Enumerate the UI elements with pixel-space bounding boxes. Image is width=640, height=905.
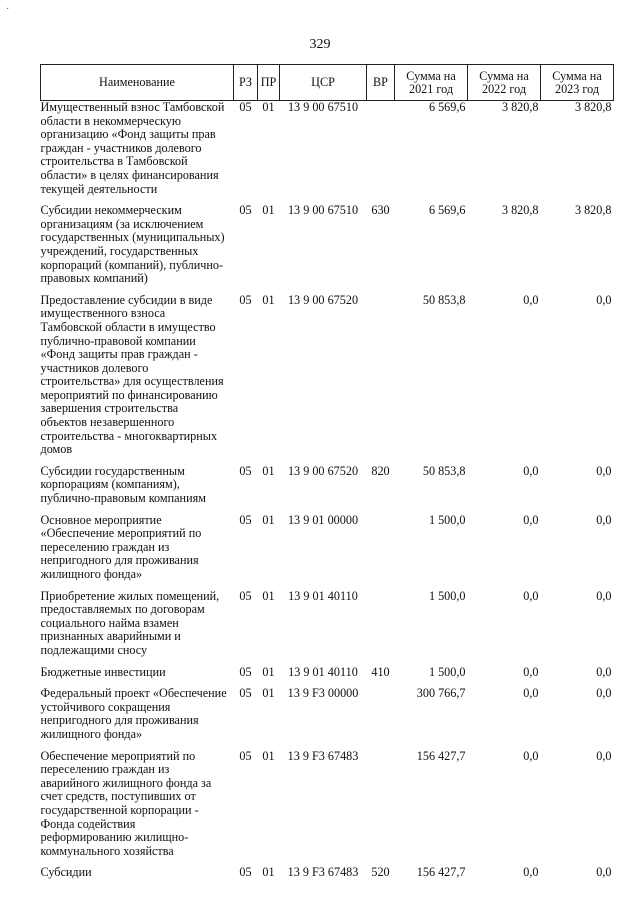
header-row xyxy=(41,65,614,101)
table-row xyxy=(41,465,614,514)
cell-csr: 13 9 01 00000 xyxy=(287,512,359,527)
cell-sum-2023: 0,0 xyxy=(596,748,612,763)
cell-name: Субсидии государственным корпорациям (компаниям), публично-правовым компаниям xyxy=(40,463,206,506)
table-row xyxy=(41,294,614,465)
cell-name: Обеспечение мероприятий по переселению граждан из аварийного жилищного фонда за счет средств, поступивших от государственной корпорации - Фонда содействия реформированию жилищно-коммунального хозяйства xyxy=(40,748,212,858)
cell-sum-2021: 50 853,8 xyxy=(422,292,466,307)
cell-csr: 13 9 00 67520 xyxy=(287,292,359,307)
cell-sum-2021: 1 500,0 xyxy=(428,588,466,603)
cell-vr: 410 xyxy=(371,664,390,679)
cell-rz: 05 xyxy=(239,865,252,880)
corner-mark: · xyxy=(6,4,10,15)
table-row xyxy=(41,590,614,666)
cell-pr: 01 xyxy=(262,512,275,527)
table-row xyxy=(41,750,614,867)
cell-pr: 01 xyxy=(262,588,275,603)
cell-sum-2022: 0,0 xyxy=(523,686,539,701)
header-rz: РЗ xyxy=(234,65,258,101)
cell-sum-2023: 0,0 xyxy=(596,588,612,603)
cell-sum-2023: 0,0 xyxy=(596,865,612,880)
page-number: 329 xyxy=(309,37,331,52)
cell-sum-2023: 0,0 xyxy=(596,664,612,679)
cell-vr: 820 xyxy=(371,463,390,478)
cell-rz: 05 xyxy=(239,100,252,114)
header-csr: ЦСР xyxy=(280,65,367,101)
cell-sum-2022: 0,0 xyxy=(523,512,539,527)
cell-rz: 05 xyxy=(239,292,252,307)
header-name: Наименование xyxy=(41,65,234,101)
cell-csr: 13 9 00 67520 xyxy=(287,463,359,478)
cell-sum-2023: 0,0 xyxy=(596,686,612,701)
cell-csr: 13 9 01 40110 xyxy=(288,664,358,679)
cell-name: Имущественный взнос Тамбовской области в некоммерческую организацию «Фонд защиты прав граждан - участников долевого строительства в Тамбовской области» в целях финансирования текущей деятельности xyxy=(40,100,225,196)
cell-sum-2022: 0,0 xyxy=(523,292,539,307)
cell-pr: 01 xyxy=(262,292,275,307)
cell-name: Предоставление субсидии в виде имущественного взноса Тамбовской области в имущество публично-правовой компании «Фонд защиты прав граждан - участников долевого строительства» для осуществления мероприятий по финансированию завершения строительства объектов незавершенного строительства - многоквартирных домов xyxy=(40,292,224,457)
cell-name: Основное мероприятие «Обеспечение мероприятий по переселению граждан из непригодного для проживания жилищного фонда» xyxy=(40,512,202,581)
cell-csr: 13 9 F3 67483 xyxy=(287,748,359,763)
cell-vr xyxy=(367,101,395,205)
cell-rz: 05 xyxy=(239,203,252,218)
cell-sum-2021: 156 427,7 xyxy=(416,748,466,763)
cell-sum-2023: 0,0 xyxy=(596,292,612,307)
cell-vr xyxy=(367,590,395,666)
table-body xyxy=(41,101,614,888)
table-row xyxy=(41,204,614,294)
cell-sum-2021: 300 766,7 xyxy=(416,686,466,701)
cell-rz: 05 xyxy=(239,686,252,701)
cell-vr xyxy=(367,687,395,749)
cell-name: Бюджетные инвестиции xyxy=(40,664,166,679)
cell-sum-2022: 0,0 xyxy=(523,463,539,478)
cell-sum-2021: 6 569,6 xyxy=(428,203,466,218)
cell-sum-2021: 50 853,8 xyxy=(422,463,466,478)
cell-name: Федеральный проект «Обеспечение устойчивого сокращения непригодного для проживания жилищного фонда» xyxy=(40,686,227,741)
cell-sum-2022: 0,0 xyxy=(523,664,539,679)
cell-sum-2022: 0,0 xyxy=(523,588,539,603)
table-row xyxy=(41,687,614,749)
header-vr: ВР xyxy=(367,65,395,101)
cell-pr: 01 xyxy=(262,686,275,701)
cell-name: Субсидии xyxy=(40,865,92,880)
table-row xyxy=(41,101,614,205)
cell-sum-2023: 0,0 xyxy=(596,512,612,527)
cell-sum-2023: 0,0 xyxy=(596,463,612,478)
cell-vr xyxy=(367,750,395,867)
cell-sum-2021: 1 500,0 xyxy=(428,512,466,527)
header-sum-2021: Сумма на 2021 год xyxy=(395,65,468,101)
cell-rz: 05 xyxy=(239,748,252,763)
cell-sum-2023: 3 820,8 xyxy=(574,203,612,218)
cell-csr: 13 9 01 40110 xyxy=(288,588,358,603)
cell-sum-2021: 1 500,0 xyxy=(428,664,466,679)
cell-sum-2021: 156 427,7 xyxy=(416,865,466,880)
table-row xyxy=(41,514,614,590)
cell-sum-2021: 6 569,6 xyxy=(428,100,466,114)
header-sum-2023: Сумма на 2023 год xyxy=(541,65,614,101)
cell-sum-2023: 3 820,8 xyxy=(574,100,612,114)
cell-name: Приобретение жилых помещений, предоставляемых по договорам социального найма взамен признанных аварийными и подлежащими сносу xyxy=(40,588,220,657)
table-row xyxy=(41,666,614,688)
cell-pr: 01 xyxy=(262,100,275,114)
cell-sum-2022: 0,0 xyxy=(523,748,539,763)
cell-rz: 05 xyxy=(239,463,252,478)
cell-vr: 630 xyxy=(371,203,390,218)
cell-rz: 05 xyxy=(239,512,252,527)
cell-sum-2022: 3 820,8 xyxy=(501,100,539,114)
cell-sum-2022: 3 820,8 xyxy=(501,203,539,218)
table-header xyxy=(41,65,614,101)
cell-rz: 05 xyxy=(239,664,252,679)
cell-csr: 13 9 F3 67483 xyxy=(287,865,359,880)
cell-csr: 13 9 F3 00000 xyxy=(287,686,359,701)
cell-pr: 01 xyxy=(262,203,275,218)
cell-pr: 01 xyxy=(262,865,275,880)
header-sum-2022: Сумма на 2022 год xyxy=(468,65,541,101)
cell-pr: 01 xyxy=(262,748,275,763)
cell-csr: 13 9 00 67510 xyxy=(287,100,359,114)
cell-pr: 01 xyxy=(262,664,275,679)
cell-pr: 01 xyxy=(262,463,275,478)
cell-vr: 520 xyxy=(371,865,390,880)
cell-rz: 05 xyxy=(239,588,252,603)
header-pr: ПР xyxy=(258,65,280,101)
cell-sum-2022: 0,0 xyxy=(523,865,539,880)
cell-name: Субсидии некоммерческим организациям (за исключением государственных (муниципальных) учреждений, государственных корпораций (компаний), публично-правовых компаний) xyxy=(40,203,225,286)
table-row xyxy=(41,866,614,888)
cell-vr xyxy=(367,294,395,465)
cell-vr xyxy=(367,514,395,590)
budget-table xyxy=(40,64,614,888)
cell-csr: 13 9 00 67510 xyxy=(287,203,359,218)
